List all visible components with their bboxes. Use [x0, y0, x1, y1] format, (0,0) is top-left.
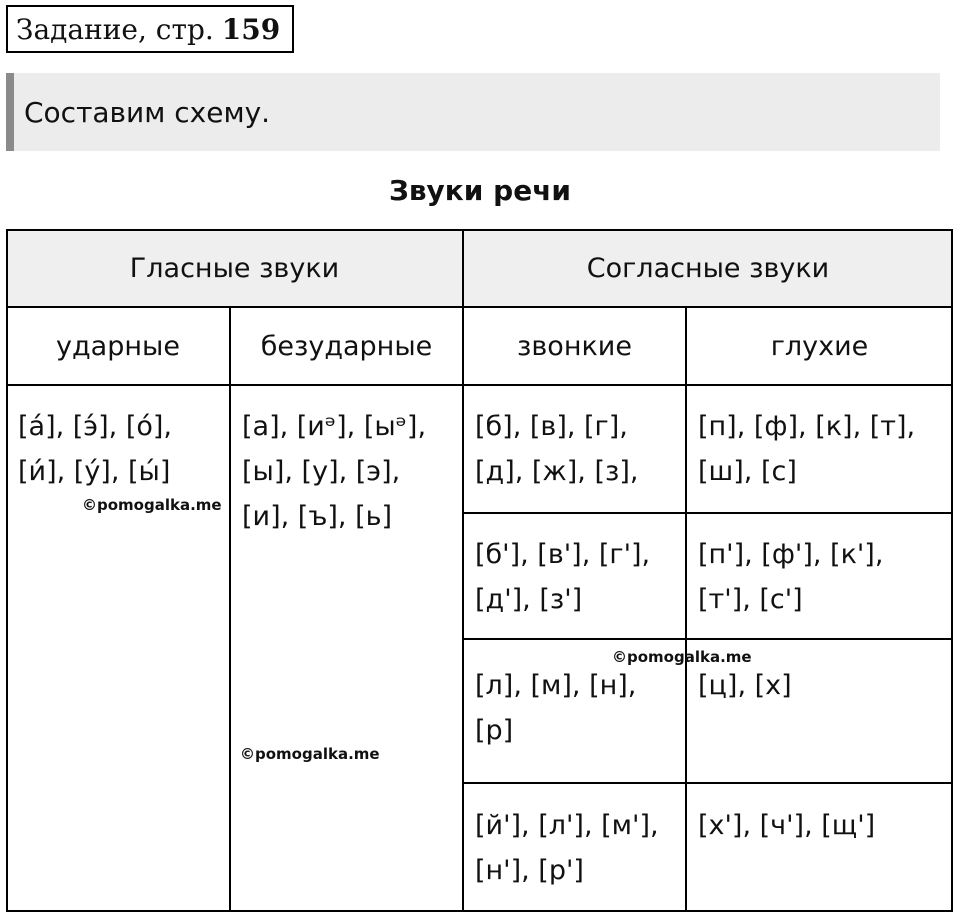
task-header [6, 5, 294, 53]
voiced-consonants-row-1 [463, 385, 686, 513]
header-consonants-label: Согласные звуки [586, 252, 830, 284]
watermark: ©pomogalka.me [612, 648, 752, 666]
sound-line: [а], [иᵊ], [ыᵊ], [242, 411, 427, 442]
header-consonants [463, 229, 953, 307]
instruction-note [6, 73, 940, 151]
subheader-voiceless-label: глухие [770, 330, 869, 362]
sound-line: [д], [ж], [з], [475, 456, 639, 487]
table-border-top [6, 229, 953, 231]
voiceless-consonants-row-1 [686, 385, 953, 513]
watermark: ©pomogalka.me [82, 496, 222, 514]
subheader-voiced [463, 307, 686, 385]
sound-line: [н'], [р'] [475, 855, 584, 886]
sound-line: [ш], [с] [698, 456, 797, 487]
unstressed-vowels-cell [230, 385, 463, 912]
instruction-text: Составим схему. [24, 95, 271, 129]
row-divider-consonants-2 [463, 638, 953, 640]
subheader-voiced-label: звонкие [517, 330, 632, 362]
row-divider-header [6, 306, 953, 308]
voiced-consonants-row-4 [463, 783, 686, 912]
sound-line: [л], [м], [н], [475, 670, 637, 701]
sound-line: [б'], [в'], [г'], [475, 539, 651, 570]
row-divider-consonants-1 [463, 512, 953, 514]
subheader-voiceless [686, 307, 953, 385]
voiceless-consonants-row-4 [686, 783, 953, 912]
sound-line: [п], [ф], [к], [т], [698, 411, 916, 442]
subheader-unstressed-label: безударные [260, 330, 433, 362]
watermark: ©pomogalka.me [240, 745, 380, 763]
row-divider-subheader [6, 384, 953, 386]
stressed-vowels-cell [6, 385, 230, 912]
col-divider-consonants [685, 307, 687, 912]
sound-line: [х'], [ч'], [щ'] [698, 810, 876, 841]
subheader-stressed [6, 307, 230, 385]
table-border-right [951, 229, 953, 912]
sound-line: [б], [в], [г], [475, 411, 628, 442]
col-divider-vowels [229, 307, 231, 912]
table-title: Звуки речи [388, 174, 572, 207]
sound-line: [п'], [ф'], [к'], [698, 539, 884, 570]
voiceless-consonants-row-2 [686, 513, 953, 639]
voiced-consonants-row-2 [463, 513, 686, 639]
sound-line: [д'], [з'] [475, 584, 583, 615]
table-border-left [6, 229, 8, 912]
task-label: Задание, стр. [16, 12, 214, 46]
sound-line: [ц], [х] [698, 670, 792, 701]
sound-line: [и], [ъ], [ь] [242, 501, 393, 532]
table-border-bottom [6, 910, 953, 912]
sound-line: [т'], [с'] [698, 584, 803, 615]
task-page-number: 159 [221, 12, 281, 46]
sound-line: [а́], [э́], [о́], [18, 411, 172, 442]
subheader-unstressed [230, 307, 463, 385]
sound-line: [й'], [л'], [м'], [475, 810, 659, 841]
header-vowels-label: Гласные звуки [129, 252, 340, 284]
sound-line: [и́], [у́], [ы́] [18, 456, 171, 487]
subheader-stressed-label: ударные [56, 330, 180, 362]
col-divider-groups [462, 229, 464, 912]
sound-line: [р] [475, 715, 514, 746]
header-vowels [6, 229, 463, 307]
speech-sounds-table [6, 229, 953, 912]
row-divider-consonants-3 [463, 782, 953, 784]
sound-line: [ы], [у], [э], [242, 456, 401, 487]
